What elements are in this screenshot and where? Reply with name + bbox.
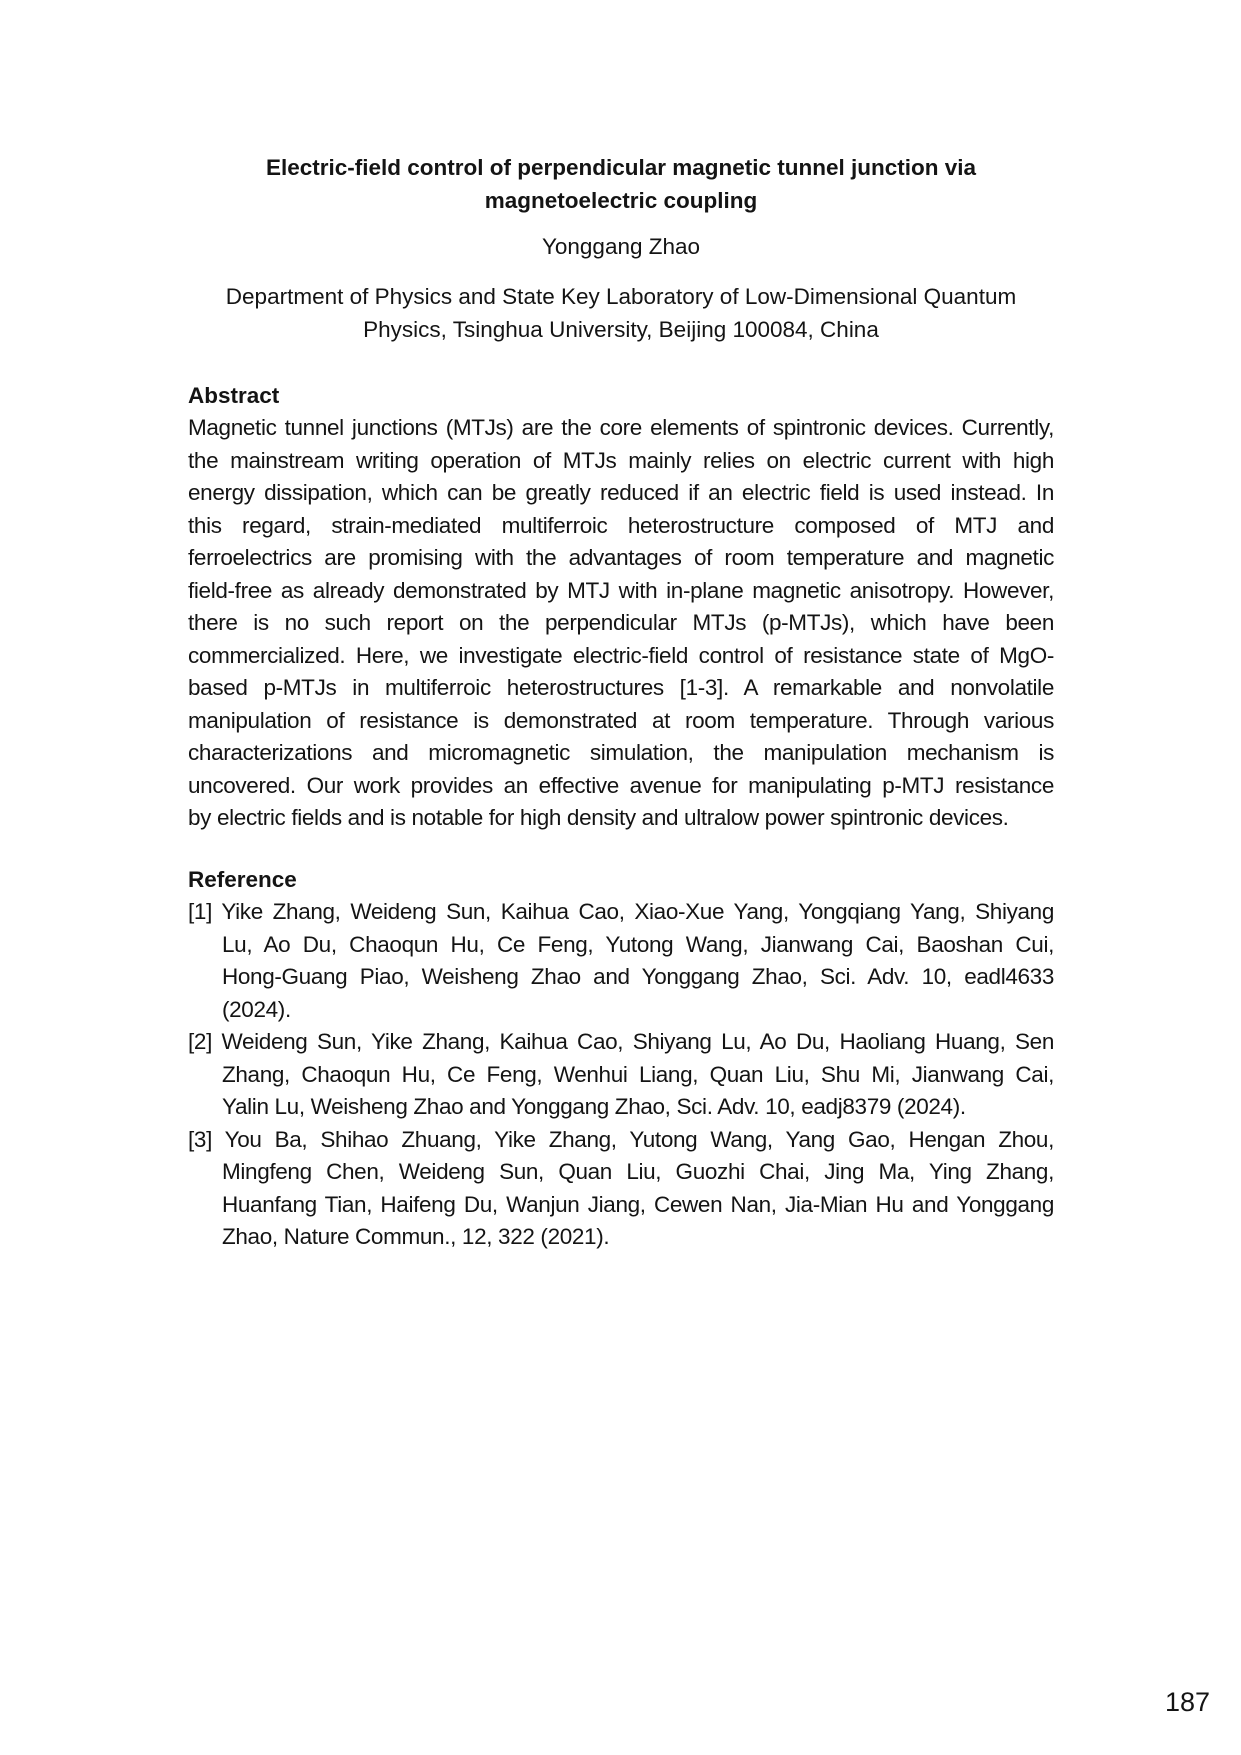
abstract-line: this regard, strain-mediated multiferroic heterostructure composed of MTJ and [188,512,1054,538]
reference-line: Yalin Lu, Weisheng Zhao and Yonggang Zhao, Sci. Adv. 10, eadj8379 (2024). [222,1094,966,1119]
abstract-line: manipulation of resistance is demonstrated at room temperature. Through various [188,707,1054,733]
reference-heading: Reference [188,867,297,892]
reference-list [188,896,1054,1254]
title-line-1: Electric-field control of perpendicular magnetic tunnel junction via [265,155,977,180]
affiliation-line-2: Physics, Tsinghua University, Beijing 100084, China [363,316,879,342]
reference-line: [1] Yike Zhang, Weideng Sun, Kaihua Cao, Xiao-Xue Yang, Yongqiang Yang, Shiyang [188,899,1054,924]
affiliation-line-1: Department of Physics and State Key Laboratory of Low-Dimensional Quantum [225,284,1017,309]
reference-item-1 [188,896,1054,1026]
abstract-line: the mainstream writing operation of MTJs mainly relies on electric current with high [188,447,1054,473]
reference-item-3 [188,1124,1054,1254]
abstract-line: ferroelectrics are promising with the advantages of room temperature and magnetic [188,545,1054,570]
reference-line: Zhang, Chaoqun Hu, Ce Feng, Wenhui Liang, Quan Liu, Shu Mi, Jianwang Cai, [222,1061,1054,1087]
reference-line: Huanfang Tian, Haifeng Du, Wanjun Jiang, Cewen Nan, Jia-Mian Hu and Yonggang [222,1191,1054,1217]
abstract-line: characterizations and micromagnetic simulation, the manipulation mechanism is [188,740,1054,765]
reference-item-2 [188,1026,1054,1124]
reference-line: Lu, Ao Du, Chaoqun Hu, Ce Feng, Yutong Wang, Jianwang Cai, Baoshan Cui, [222,931,1054,957]
title-line-2: magnetoelectric coupling [484,187,758,213]
abstract-heading: Abstract [188,383,280,408]
abstract-line: Magnetic tunnel junctions (MTJs) are the core elements of spintronic devices. Currently, [188,415,1054,440]
abstract-line: energy dissipation, which can be greatly reduced if an electric field is used instead. In [188,480,1054,505]
abstract-line: commercialized. Here, we investigate electric-field control of resistance state of MgO- [188,642,1054,668]
author-name: Yonggang Zhao [541,234,701,259]
abstract-line: there is no such report on the perpendicular MTJs (p-MTJs), which have been [188,610,1054,635]
abstract-line: by electric fields and is notable for high density and ultralow power spintronic devices. [188,805,1009,830]
paper-title [188,152,1054,217]
reference-line: (2024). [222,996,291,1022]
reference-line: Hong-Guang Piao, Weisheng Zhao and Yonggang Zhao, Sci. Adv. 10, eadl4633 [222,964,1054,989]
author-affiliation [188,281,1054,346]
abstract-body [188,412,1054,835]
reference-line: [2] Weideng Sun, Yike Zhang, Kaihua Cao, Shiyang Lu, Ao Du, Haoliang Huang, Sen [188,1029,1054,1054]
abstract-line: based p-MTJs in multiferroic heterostructures [1-3]. A remarkable and nonvolatile [188,675,1054,700]
abstract-line: field-free as already demonstrated by MTJ with in-plane magnetic anisotropy. However, [188,577,1054,603]
reference-line: Zhao, Nature Commun., 12, 322 (2021). [222,1224,610,1249]
reference-line: Mingfeng Chen, Weideng Sun, Quan Liu, Guozhi Chai, Jing Ma, Ying Zhang, [222,1159,1054,1184]
abstract-line: uncovered. Our work provides an effective avenue for manipulating p-MTJ resistance [188,772,1054,798]
reference-line: [3] You Ba, Shihao Zhuang, Yike Zhang, Yutong Wang, Yang Gao, Hengan Zhou, [188,1126,1054,1152]
page-number: 187 [1164,1687,1210,1717]
